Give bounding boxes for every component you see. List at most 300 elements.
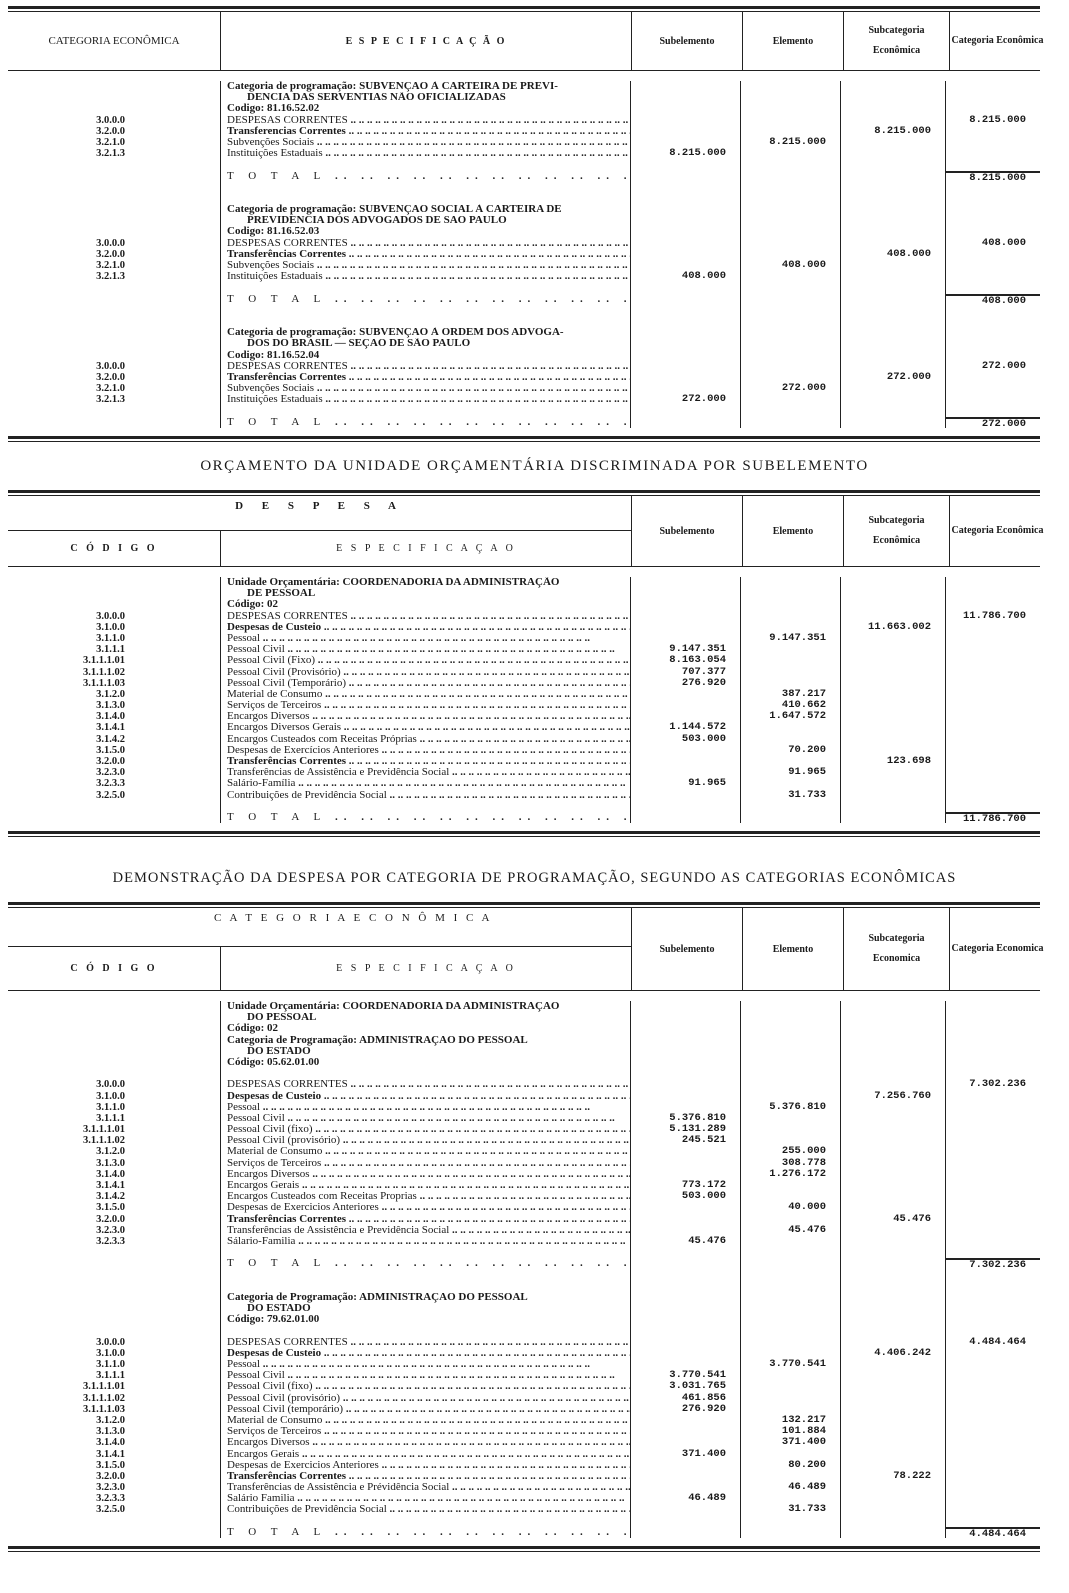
elemento-cell: 272.000 [740, 383, 840, 394]
specification-cell: PREVIDENCIA DOS ADVOGADOS DE SAO PAULO [220, 215, 630, 226]
specification-cell: Código: 05.62.01.00 [220, 1057, 630, 1068]
code-cell: 3.1.4.1 [96, 722, 125, 734]
subcategoria-cell [840, 1124, 945, 1135]
header-elemento: Elemento [742, 496, 843, 566]
subcategoria-cell [840, 1046, 945, 1057]
subcategoria-cell: 78.222 [840, 1471, 945, 1482]
categoria-cell [945, 1471, 1040, 1482]
subelemento-cell: 3.770.541 [630, 1370, 740, 1381]
code-cell [8, 1270, 220, 1281]
elemento-cell [740, 1035, 840, 1046]
code-cell [8, 588, 220, 599]
subcategoria-cell [840, 1270, 945, 1281]
specification-cell: Transferências Correntes .. .. [220, 1471, 630, 1482]
subcategoria-cell [840, 1180, 945, 1191]
code-cell [8, 1292, 220, 1303]
subcategoria-cell [840, 1258, 945, 1269]
subcategoria-cell [840, 361, 945, 372]
code-cell [8, 103, 220, 114]
categoria-cell [945, 92, 1040, 103]
subelemento-cell: 276.920 [630, 1404, 740, 1415]
header-categoria: Categoria Econômica [949, 496, 1045, 566]
specification-cell [220, 1516, 630, 1527]
table-row [8, 394, 1040, 405]
table-body [8, 991, 1040, 1546]
categoria-cell [945, 599, 1040, 610]
specification-cell: DESPESAS CORRENTES .. .. [220, 611, 630, 622]
subcategoria-cell [840, 383, 945, 394]
subcategoria-cell [840, 1158, 945, 1169]
elemento-cell [740, 1516, 840, 1527]
code-cell [8, 159, 220, 170]
subcategoria-cell [840, 1169, 945, 1180]
code-cell: 3.0.0.0 [96, 114, 125, 126]
code-cell: 3.0.0.0 [96, 1336, 125, 1348]
elemento-cell [740, 1325, 840, 1336]
subcategoria-cell [840, 1102, 945, 1113]
code-cell [8, 81, 220, 92]
elemento-cell: 45.476 [740, 1225, 840, 1236]
subelemento-cell [630, 1471, 740, 1482]
specification-cell: Transferências Correntes .. .. [220, 372, 630, 383]
specification-cell: Despesas de Custeio .. .. [220, 622, 630, 633]
table-row [8, 756, 1040, 767]
elemento-cell [740, 1068, 840, 1079]
table-header [8, 12, 1044, 71]
code-cell [8, 305, 220, 316]
code-cell: 3.2.1.0 [96, 136, 125, 148]
subcategoria-cell [840, 327, 945, 338]
specification-cell: Encargos Diversos Gerais .. .. [220, 722, 630, 733]
elemento-cell [740, 271, 840, 282]
categoria-cell: 408.000 [945, 238, 1040, 249]
subcategoria-cell [840, 644, 945, 655]
specification-cell: T O T A L .. .. [220, 294, 630, 305]
elemento-cell [740, 1493, 840, 1504]
table-row [8, 1012, 1040, 1023]
elemento-cell [740, 812, 840, 823]
categoria-cell [945, 271, 1040, 282]
subelemento-cell [630, 1169, 740, 1180]
code-cell [8, 316, 220, 327]
subelemento-cell [630, 1091, 740, 1102]
table-row [8, 1236, 1040, 1247]
table-row [8, 182, 1040, 193]
code-cell: 3.0.0.0 [96, 237, 125, 249]
table-row [8, 1504, 1040, 1515]
categoria-cell [945, 745, 1040, 756]
categoria-cell [945, 1393, 1040, 1404]
table-row [8, 204, 1040, 215]
elemento-cell [740, 215, 840, 226]
categoria-cell [945, 159, 1040, 170]
subelemento-cell [630, 689, 740, 700]
elemento-cell [740, 1314, 840, 1325]
header-categoria-economica: C A T E G O R I A E C O N Ô M I C A [8, 908, 631, 947]
elemento-cell [740, 126, 840, 137]
table-row [8, 372, 1040, 383]
subelemento-cell [630, 1325, 740, 1336]
table-row [8, 148, 1040, 159]
categoria-cell [945, 756, 1040, 767]
specification-cell [220, 405, 630, 416]
table-row [8, 260, 1040, 271]
subelemento-cell [630, 611, 740, 622]
table-row [8, 1281, 1040, 1292]
categoria-cell [945, 1023, 1040, 1034]
categoria-cell: 408.000 [945, 294, 1040, 305]
specification-cell: Contribuições de Previdência Social .. .. [220, 1504, 630, 1515]
subcategoria-cell [840, 1225, 945, 1236]
code-cell: 3.1.1.0 [96, 1359, 125, 1370]
subelemento-cell [630, 361, 740, 372]
elemento-cell [740, 372, 840, 383]
divider [8, 436, 1040, 442]
subelemento-cell [630, 599, 740, 610]
code-cell: 3.2.3.0 [96, 1482, 125, 1494]
elemento-cell [740, 204, 840, 215]
code-cell: 3.1.1.1 [96, 1370, 125, 1382]
subcategoria-cell [840, 722, 945, 733]
elemento-cell [740, 148, 840, 159]
subcategoria-cell [840, 115, 945, 126]
subcategoria-cell: 11.663.002 [840, 622, 945, 633]
specification-cell: Despesas de Exercicios Anteriores .. .. [220, 1460, 630, 1471]
elemento-cell: 70.200 [740, 745, 840, 756]
table-row [8, 137, 1040, 148]
subcategoria-cell [840, 103, 945, 114]
code-cell [8, 1247, 220, 1258]
header-categoria: Categoria Econômica [949, 12, 1045, 70]
subelemento-cell [630, 1247, 740, 1258]
subcategoria-cell [840, 1493, 945, 1504]
subelemento-cell [630, 812, 740, 823]
categoria-cell [945, 204, 1040, 215]
subcategoria-cell [840, 1001, 945, 1012]
subcategoria-cell [840, 204, 945, 215]
subelemento-cell [630, 1146, 740, 1157]
specification-cell: DESPESAS CORRENTES .. .. [220, 1079, 630, 1090]
categoria-cell: 7.302.236 [945, 1258, 1040, 1269]
subcategoria-cell [840, 417, 945, 428]
table-row [8, 778, 1040, 789]
code-cell: 3.2.1.3 [96, 394, 125, 406]
categoria-cell [945, 305, 1040, 316]
categoria-cell [945, 1012, 1040, 1023]
table-header [8, 496, 1044, 567]
table-row [8, 1381, 1040, 1392]
elemento-cell: 1.276.172 [740, 1169, 840, 1180]
table-row [8, 316, 1040, 327]
code-cell: 3.1.4.2 [96, 1191, 125, 1203]
specification-cell [220, 182, 630, 193]
header-subcategoria: Subcategoria Economica [843, 908, 949, 990]
table-row [8, 1191, 1040, 1202]
code-cell: 3.2.5.0 [96, 789, 125, 801]
elemento-cell [740, 1001, 840, 1012]
specification-cell: DO ESTADO [220, 1046, 630, 1057]
code-cell [8, 1527, 220, 1538]
table-row [8, 1035, 1040, 1046]
subelemento-cell [630, 588, 740, 599]
elemento-cell [740, 405, 840, 416]
subelemento-cell: 245.521 [630, 1135, 740, 1146]
elemento-cell [740, 577, 840, 588]
subcategoria-cell [840, 294, 945, 305]
header-subelemento: Subelemento [631, 496, 742, 566]
elemento-cell [740, 1191, 840, 1202]
subcategoria-cell [840, 633, 945, 644]
categoria-cell [945, 1381, 1040, 1392]
categoria-cell: 8.215.000 [945, 115, 1040, 126]
elemento-cell [740, 182, 840, 193]
specification-cell: Material de Consumo .. .. [220, 1146, 630, 1157]
table-row [8, 81, 1040, 92]
subelemento-cell [630, 1516, 740, 1527]
code-cell [8, 1035, 220, 1046]
elemento-cell: 255.000 [740, 1146, 840, 1157]
subcategoria-cell [840, 316, 945, 327]
specification-cell: Codigo: 81.16.52.03 [220, 226, 630, 237]
table-row [8, 1493, 1040, 1504]
specification-cell: Serviços de Terceiros .. .. [220, 700, 630, 711]
subelemento-cell [630, 327, 740, 338]
subelemento-cell [630, 745, 740, 756]
subelemento-cell [630, 372, 740, 383]
subcategoria-cell [840, 193, 945, 204]
subcategoria-cell [840, 1381, 945, 1392]
specification-cell: Pessoal .. .. [220, 633, 630, 644]
categoria-cell [945, 405, 1040, 416]
elemento-cell [740, 1180, 840, 1191]
subcategoria-cell [840, 667, 945, 678]
code-cell: 3.1.3.0 [96, 1426, 125, 1438]
categoria-cell [945, 383, 1040, 394]
code-cell: 3.1.3.0 [96, 700, 125, 712]
subelemento-cell [630, 126, 740, 137]
subelemento-cell [630, 1079, 740, 1090]
elemento-cell [740, 159, 840, 170]
categoria-cell [945, 327, 1040, 338]
subcategoria-cell [840, 1393, 945, 1404]
code-cell [8, 1057, 220, 1068]
code-cell: 3.2.3.0 [96, 767, 125, 779]
categoria-cell [945, 1247, 1040, 1258]
total-row [8, 812, 1040, 823]
categoria-cell [945, 734, 1040, 745]
elemento-cell [740, 305, 840, 316]
code-cell: 3.1.1.1 [96, 1112, 125, 1124]
categoria-cell [945, 801, 1040, 812]
categoria-cell [945, 1135, 1040, 1146]
table-row [8, 1091, 1040, 1102]
table-row [8, 1146, 1040, 1157]
table-row [8, 1023, 1040, 1034]
code-cell: 3.2.3.0 [96, 1224, 125, 1236]
code-cell: 3.1.2.0 [96, 688, 125, 700]
categoria-cell: 11.786.700 [945, 611, 1040, 622]
code-cell [8, 801, 220, 812]
subcategoria-cell [840, 778, 945, 789]
specification-cell: Encargos Diversos .. .. [220, 1169, 630, 1180]
table-row [8, 633, 1040, 644]
header-categoria-economica: CATEGORIA ECONÔMICA [48, 35, 180, 47]
specification-cell [220, 1270, 630, 1281]
elemento-cell [740, 611, 840, 622]
code-cell: 3.1.0.0 [96, 1347, 125, 1359]
code-cell: 3.1.1.1.02 [83, 1135, 125, 1147]
subelemento-cell [630, 790, 740, 801]
code-cell: 3.1.0.0 [96, 1090, 125, 1102]
subcategoria-cell [840, 1035, 945, 1046]
subelemento-cell [630, 1504, 740, 1515]
table-row [8, 1303, 1040, 1314]
specification-cell: DENCIA DAS SERVENTIAS NÃO OFICIALIZADAS [220, 92, 630, 103]
code-cell [8, 1314, 220, 1325]
table-row [8, 700, 1040, 711]
elemento-cell: 31.733 [740, 790, 840, 801]
subcategoria-cell [840, 1460, 945, 1471]
elemento-cell [740, 734, 840, 745]
subelemento-cell [630, 711, 740, 722]
table-row [8, 361, 1040, 372]
specification-cell: Serviços de Terceiros .. .. [220, 1158, 630, 1169]
specification-cell: Subvenções Sociais .. .. [220, 383, 630, 394]
categoria-cell [945, 1202, 1040, 1213]
elemento-cell [740, 1079, 840, 1090]
header-categoria: Categoria Economica [949, 908, 1045, 990]
subcategoria-cell [840, 1314, 945, 1325]
categoria-cell [945, 577, 1040, 588]
subcategoria-cell [840, 1482, 945, 1493]
subcategoria-cell [840, 1191, 945, 1202]
specification-cell: Pessoal Civil .. .. [220, 1113, 630, 1124]
categoria-cell [945, 81, 1040, 92]
categoria-cell [945, 1068, 1040, 1079]
specification-cell: T O T A L .. .. [220, 1258, 630, 1269]
subcategoria-cell [840, 350, 945, 361]
categoria-cell [945, 226, 1040, 237]
categoria-cell [945, 249, 1040, 260]
subelemento-cell [630, 1202, 740, 1213]
subcategoria-cell [840, 92, 945, 103]
table-row [8, 159, 1040, 170]
categoria-cell [945, 182, 1040, 193]
subcategoria-cell: 4.406.242 [840, 1348, 945, 1359]
code-cell: 3.2.1.0 [96, 260, 125, 271]
subelemento-cell [630, 1001, 740, 1012]
categoria-cell [945, 1102, 1040, 1113]
subcategoria-cell [840, 1504, 945, 1515]
categoria-cell [945, 1449, 1040, 1460]
categoria-cell [945, 1437, 1040, 1448]
subelemento-cell [630, 204, 740, 215]
code-cell: 3.0.0.0 [96, 610, 125, 622]
categoria-cell [945, 633, 1040, 644]
table-row [8, 599, 1040, 610]
subelemento-cell [630, 1214, 740, 1225]
table-row [8, 577, 1040, 588]
code-cell [8, 1012, 220, 1023]
subelemento-cell [630, 1158, 740, 1169]
elemento-cell [740, 282, 840, 293]
table-demonstracao-despesa [8, 902, 1044, 1552]
table-row [8, 1247, 1040, 1258]
subcategoria-cell [840, 238, 945, 249]
subcategoria-cell [840, 1337, 945, 1348]
categoria-cell [945, 790, 1040, 801]
subelemento-cell: 408.000 [630, 271, 740, 282]
elemento-cell [740, 350, 840, 361]
table-row [8, 92, 1040, 103]
header-subcategoria: Subcategoria Econômica [843, 496, 949, 566]
categoria-cell [945, 1057, 1040, 1068]
code-cell: 3.2.1.3 [96, 148, 125, 160]
header-especificacao: E S P E C I F I C A Ç Ã O [220, 12, 631, 70]
code-cell: 3.1.3.0 [96, 1157, 125, 1169]
header-especificacao: E S P E C I F I C A Ç A O [220, 531, 631, 566]
elemento-cell [740, 599, 840, 610]
elemento-cell: 308.778 [740, 1158, 840, 1169]
table-row [8, 801, 1040, 812]
header-elemento: Elemento [742, 908, 843, 990]
categoria-cell [945, 1281, 1040, 1292]
specification-cell [220, 1068, 630, 1079]
categoria-cell [945, 678, 1040, 689]
elemento-cell [740, 1012, 840, 1023]
subelemento-cell [630, 1046, 740, 1057]
section-title-demonstracao: DEMONSTRAÇÃO DA DESPESA POR CATEGORIA DE PROGRAMAÇÃO, SEGUNDO AS CATEGORIAS ECONÔMICAS [112, 870, 957, 886]
subelemento-cell: 276.920 [630, 678, 740, 689]
specification-cell: Pessoal .. .. [220, 1102, 630, 1113]
table-row [8, 1404, 1040, 1415]
subcategoria-cell [840, 1516, 945, 1527]
code-cell: 3.1.1.1.03 [83, 677, 125, 689]
elemento-cell [740, 1236, 840, 1247]
table-row [8, 1359, 1040, 1370]
elemento-cell: 40.000 [740, 1202, 840, 1213]
subcategoria-cell [840, 1325, 945, 1336]
categoria-cell [945, 148, 1040, 159]
code-cell: 3.0.0.0 [96, 1079, 125, 1091]
specification-cell [220, 1281, 630, 1292]
specification-cell: Material de Consumo .. .. [220, 689, 630, 700]
subcategoria-cell [840, 405, 945, 416]
code-cell: 3.0.0.0 [96, 360, 125, 372]
code-cell: 3.1.4.0 [96, 1437, 125, 1449]
code-cell: 3.1.1.1 [96, 644, 125, 656]
code-cell [8, 1516, 220, 1527]
specification-cell: Transferências de Assistência e Previdência Social .. .. [220, 767, 630, 778]
subelemento-cell [630, 238, 740, 249]
subelemento-cell [630, 417, 740, 428]
elemento-cell [740, 294, 840, 305]
elemento-cell [740, 171, 840, 182]
subcategoria-cell [840, 271, 945, 282]
subelemento-cell [630, 1068, 740, 1079]
code-cell: 3.1.2.0 [96, 1146, 125, 1158]
code-cell [8, 405, 220, 416]
code-cell [8, 282, 220, 293]
subcategoria-cell [840, 577, 945, 588]
code-cell [8, 599, 220, 610]
elemento-cell [740, 1370, 840, 1381]
code-cell: 3.1.1.1.02 [83, 666, 125, 678]
specification-cell: Despesas de Custeio .. .. [220, 1348, 630, 1359]
table-row [8, 1214, 1040, 1225]
specification-cell: Pessoal Civil (fixo) .. .. [220, 1124, 630, 1135]
total-row [8, 294, 1040, 305]
